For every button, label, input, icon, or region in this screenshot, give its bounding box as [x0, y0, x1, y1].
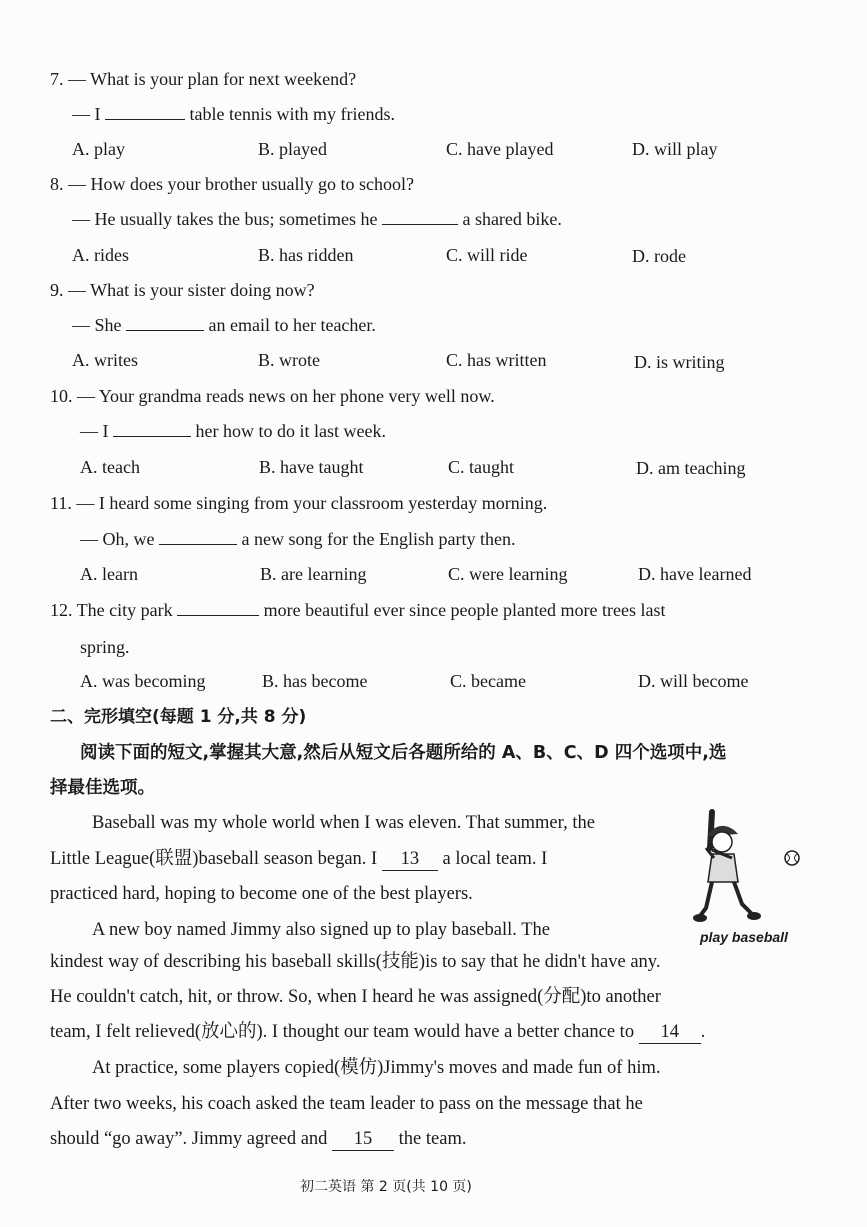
question-text: 11. — I heard some singing from your classroom yesterday morning.	[50, 493, 548, 513]
option-c[interactable]: C. will ride	[446, 245, 528, 265]
passage-line: practiced hard, hoping to become one of the best players.	[50, 884, 473, 904]
question-8	[50, 173, 414, 195]
question-7	[50, 68, 356, 90]
option-c[interactable]: C. taught	[448, 457, 514, 477]
option-a[interactable]: A. teach	[80, 457, 140, 477]
answer-suffix: her how to do it last week.	[195, 421, 386, 441]
question-text: 10. — Your grandma reads news on her phone very well now.	[50, 386, 495, 406]
answer-line-11	[80, 528, 515, 550]
section-instruction: 阅读下面的短文,掌握其大意,然后从短文后各题所给的 A、B、C、D 四个选项中,选	[80, 743, 727, 763]
page-footer: 初二英语 第 2 页(共 10 页)	[300, 1179, 472, 1195]
question-text: 8. — How does your brother usually go to school?	[50, 174, 414, 194]
option-d[interactable]: D. rode	[632, 246, 686, 266]
option-d[interactable]: D. is writing	[634, 352, 725, 372]
answer-blank[interactable]	[113, 420, 191, 437]
question-9	[50, 279, 315, 301]
blank-13[interactable]: 13	[382, 848, 438, 871]
answer-blank[interactable]	[126, 314, 204, 331]
answer-suffix: a new song for the English party then.	[241, 529, 516, 549]
illustration-caption: play baseball	[700, 929, 788, 945]
option-d[interactable]: D. will play	[632, 139, 718, 159]
option-d[interactable]: D. am teaching	[636, 458, 746, 478]
answer-suffix: a shared bike.	[462, 209, 562, 229]
answer-prefix: — I	[80, 421, 109, 441]
question-12-line2: spring.	[80, 637, 130, 657]
answer-prefix: — She	[72, 315, 122, 335]
blank-14[interactable]: 14	[639, 1021, 701, 1044]
passage-text: a local team. I	[442, 849, 548, 869]
option-c[interactable]: C. became	[450, 671, 526, 691]
section-heading: 二、完形填空(每题 1 分,共 8 分)	[50, 707, 307, 727]
answer-line-10	[80, 420, 386, 442]
option-c[interactable]: C. has written	[446, 350, 547, 370]
answer-blank[interactable]	[105, 103, 185, 120]
option-b[interactable]: B. has ridden	[258, 245, 354, 265]
answer-suffix: an email to her teacher.	[208, 315, 376, 335]
answer-prefix: — Oh, we	[80, 529, 155, 549]
passage-line: At practice, some players copied(模仿)Jimmy's moves and made fun of him.	[92, 1058, 661, 1078]
option-a[interactable]: A. play	[72, 139, 125, 159]
option-b[interactable]: B. played	[258, 139, 327, 159]
question-text-continued: more beautiful ever since people planted more trees last	[263, 600, 666, 620]
answer-line-7	[72, 103, 395, 125]
passage-line: He couldn't catch, hit, or throw. So, when I heard he was assigned(分配)to another	[50, 987, 661, 1007]
answer-prefix: — He usually takes the bus; sometimes he	[72, 209, 378, 229]
question-text: 7. — What is your plan for next weekend?	[50, 69, 357, 89]
option-c[interactable]: C. were learning	[448, 564, 568, 584]
passage-text: should “go away”. Jimmy agreed and	[50, 1129, 328, 1149]
passage-text: team, I felt relieved(放心的). I thought our team would have a better chance to	[50, 1022, 635, 1042]
question-12	[50, 599, 665, 621]
answer-line-8	[72, 208, 562, 230]
option-b[interactable]: B. wrote	[258, 350, 320, 370]
passage-line: Baseball was my whole world when I was eleven. That summer, the	[92, 813, 595, 833]
passage-text: the team.	[398, 1129, 467, 1149]
option-b[interactable]: B. have taught	[259, 457, 364, 477]
question-10	[50, 385, 495, 407]
question-11	[50, 492, 547, 514]
option-a[interactable]: A. learn	[80, 564, 138, 584]
blank-15[interactable]: 15	[332, 1128, 394, 1151]
answer-blank[interactable]	[382, 208, 458, 225]
passage-line	[50, 848, 547, 871]
passage-text: .	[700, 1022, 706, 1042]
option-b[interactable]: B. has become	[262, 671, 368, 691]
passage-line: kindest way of describing his baseball skills(技能)is to say that he didn't have any.	[50, 952, 661, 972]
question-text: 9. — What is your sister doing now?	[50, 280, 315, 300]
question-text: 12. The city park	[50, 600, 173, 620]
passage-line	[50, 1128, 466, 1151]
passage-text: Little League(联盟)baseball season began. I	[50, 849, 378, 869]
answer-suffix: table tennis with my friends.	[189, 104, 395, 124]
passage-line: A new boy named Jimmy also signed up to play baseball. The	[92, 920, 550, 940]
answer-prefix: — I	[72, 104, 101, 124]
option-b[interactable]: B. are learning	[260, 564, 367, 584]
option-a[interactable]: A. was becoming	[80, 671, 206, 691]
answer-line-9	[72, 314, 376, 336]
option-a[interactable]: A. rides	[72, 245, 129, 265]
section-instruction-line2: 择最佳选项。	[50, 778, 155, 798]
passage-line: After two weeks, his coach asked the team leader to pass on the message that he	[50, 1094, 643, 1114]
option-d[interactable]: D. will become	[638, 671, 749, 691]
passage-line	[50, 1021, 705, 1044]
option-d[interactable]: D. have learned	[638, 564, 752, 584]
answer-blank[interactable]	[159, 528, 237, 545]
baseball-player-icon	[690, 808, 810, 928]
option-c[interactable]: C. have played	[446, 139, 554, 159]
answer-blank[interactable]	[177, 599, 259, 616]
option-a[interactable]: A. writes	[72, 350, 138, 370]
